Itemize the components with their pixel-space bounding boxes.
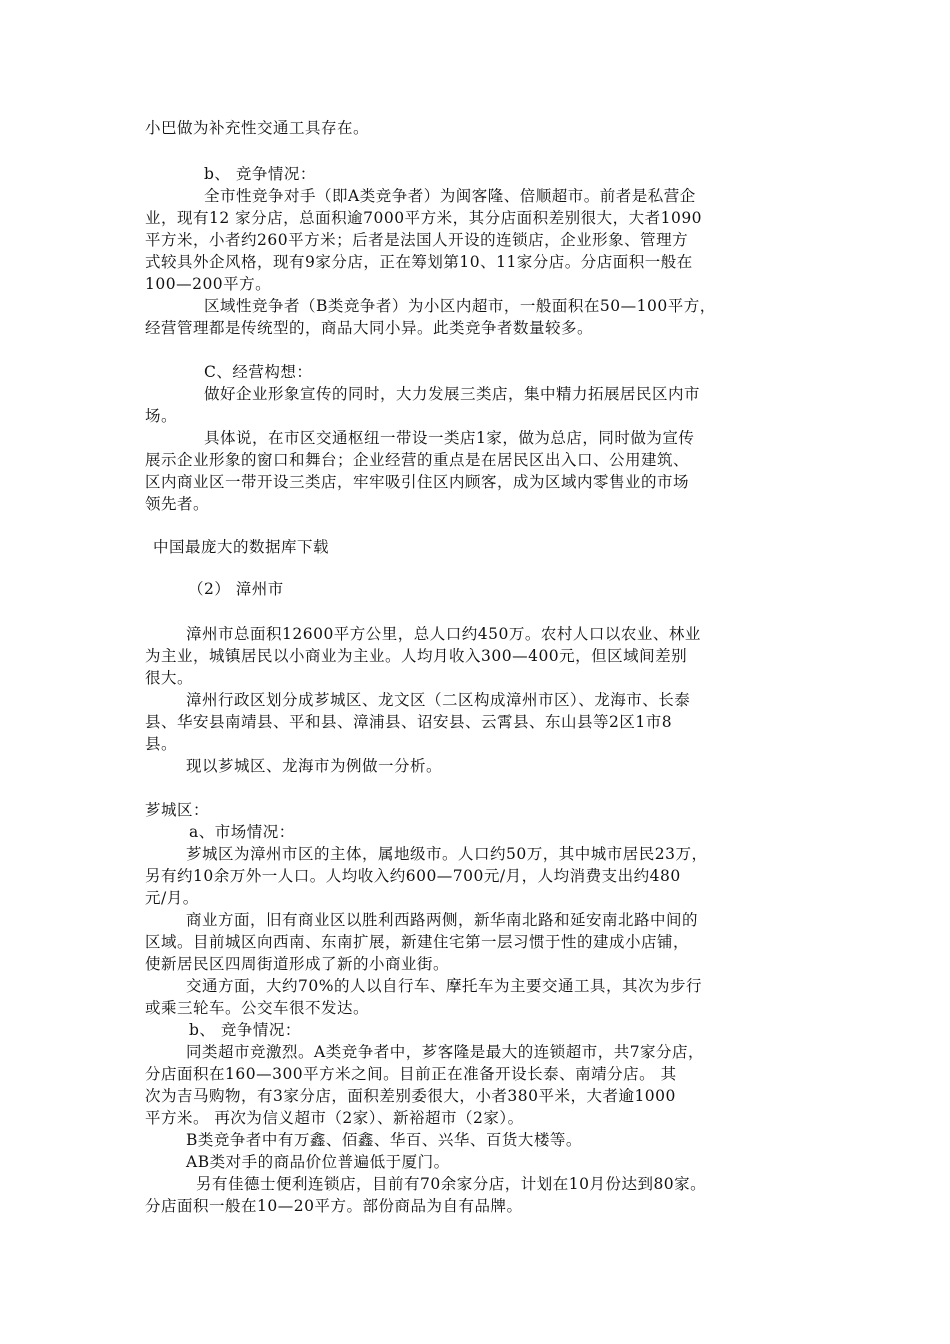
text-line: B类竞争者中有万鑫、佰鑫、华百、兴华、百货大楼等。 <box>186 1131 582 1149</box>
text-line: 使新居民区四周街道形成了新的小商业街。 <box>145 955 450 973</box>
section-heading: b、 竞争情况： <box>204 165 316 183</box>
text-line: 分店面积一般在10—20平方。部份商品为自有品牌。 <box>145 1197 523 1215</box>
text-line: 交通方面，大约70%的人以自行车、摩托车为主要交通工具，其次为步行 <box>186 977 702 995</box>
section-heading: b、 竞争情况： <box>189 1021 301 1039</box>
text-line: 区域。目前城区向西南、东南扩展，新建住宅第一层习惯于性的建成小店铺， <box>145 933 690 951</box>
text-line: 平方米，小者约260平方米；后者是法国人开设的连锁店，企业形象、管理方 <box>145 231 689 249</box>
section-heading: C、经营构想： <box>204 363 313 381</box>
text-line: 县。 <box>145 735 178 753</box>
text-line: 展示企业形象的窗口和舞台；企业经营的重点是在居民区出入口、公用建筑、 <box>145 451 690 469</box>
text-line: 全市性竞争对手（即A类竞争者）为闽客隆、倍顺超市。前者是私营企 <box>204 187 696 205</box>
text-line: 具体说，在市区交通枢纽一带设一类店1家，做为总店，同时做为宣传 <box>204 429 695 447</box>
text-line: 100—200平方。 <box>145 275 272 293</box>
text-line: 或乘三轮车。公交车很不发达。 <box>145 999 370 1017</box>
text-line: 漳州行政区划分成芗城区、龙文区（二区构成漳州市区）、龙海市、长泰 <box>186 691 691 709</box>
text-line: 同类超市竞激烈。A类竞争者中，芗客隆是最大的连锁超市，共7家分店， <box>186 1043 705 1061</box>
text-line: 区内商业区一带开设三类店，牢牢吸引住区内顾客，成为区域内零售业的市场 <box>145 473 690 491</box>
text-line: 场。 <box>145 407 178 425</box>
text-line: 式较具外企风格，现有9家分店，正在筹划第10、11家分店。分店面积一般在 <box>145 253 693 271</box>
section-heading: a、市场情况： <box>189 823 295 841</box>
text-line: 为主业，城镇居民以小商业为主业。人均月收入300—400元，但区域间差别 <box>145 647 688 665</box>
text-line: 次为吉马购物，有3家分店，面积差别委很大，小者380平米，大者逾1000 <box>145 1087 676 1105</box>
section-heading: （2） 漳州市 <box>188 580 284 598</box>
text-line: 分店面积在160—300平方米之间。目前正在准备开设长泰、南靖分店。 其 <box>145 1065 677 1083</box>
text-line: 商业方面，旧有商业区以胜利西路两侧，新华南北路和延安南北路中间的 <box>186 911 699 929</box>
text-line: 领先者。 <box>145 495 210 513</box>
text-line: 很大。 <box>145 669 194 687</box>
text-line: 芗城区为漳州市区的主体，属地级市。人口约50万，其中城市居民23万， <box>186 845 708 863</box>
text-line: 另有佳德士便利连锁店，目前有70余家分店，计划在10月份达到80家。 <box>196 1175 707 1193</box>
text-line: 元/月。 <box>145 889 199 907</box>
text-line: 经营管理都是传统型的，商品大同小异。此类竞争者数量较多。 <box>145 319 594 337</box>
text-line: 业，现有12 家分店，总面积逾7000平方米，其分店面积差别很大，大者1090 <box>145 209 703 227</box>
text-line: 做好企业形象宣传的同时，大力发展三类店，集中精力拓展居民区内市 <box>204 385 701 403</box>
text-line: 区域性竞争者（B类竞争者）为小区内超市，一般面积在50—100平方， <box>204 297 716 315</box>
text-line: 中国最庞大的数据库下载 <box>153 538 330 556</box>
text-line: 另有约10余万外一人口。人均收入约600—700元/月，人均消费支出约480 <box>145 867 681 885</box>
text-line: 平方米。 再次为信义超市（2家）、新裕超市（2家）。 <box>145 1109 524 1127</box>
text-line: 现以芗城区、龙海市为例做一分析。 <box>186 757 443 775</box>
text-line: 漳州市总面积12600平方公里，总人口约450万。农村人口以农业、林业 <box>186 625 701 643</box>
text-line: 县、华安县南靖县、平和县、漳浦县、诏安县、云霄县、东山县等2区1市8 <box>145 713 673 731</box>
text-line: AB类对手的商品价位普遍低于厦门。 <box>186 1153 450 1171</box>
section-heading: 芗城区： <box>145 801 210 819</box>
text-line: 小巴做为补充性交通工具存在。 <box>145 119 370 137</box>
